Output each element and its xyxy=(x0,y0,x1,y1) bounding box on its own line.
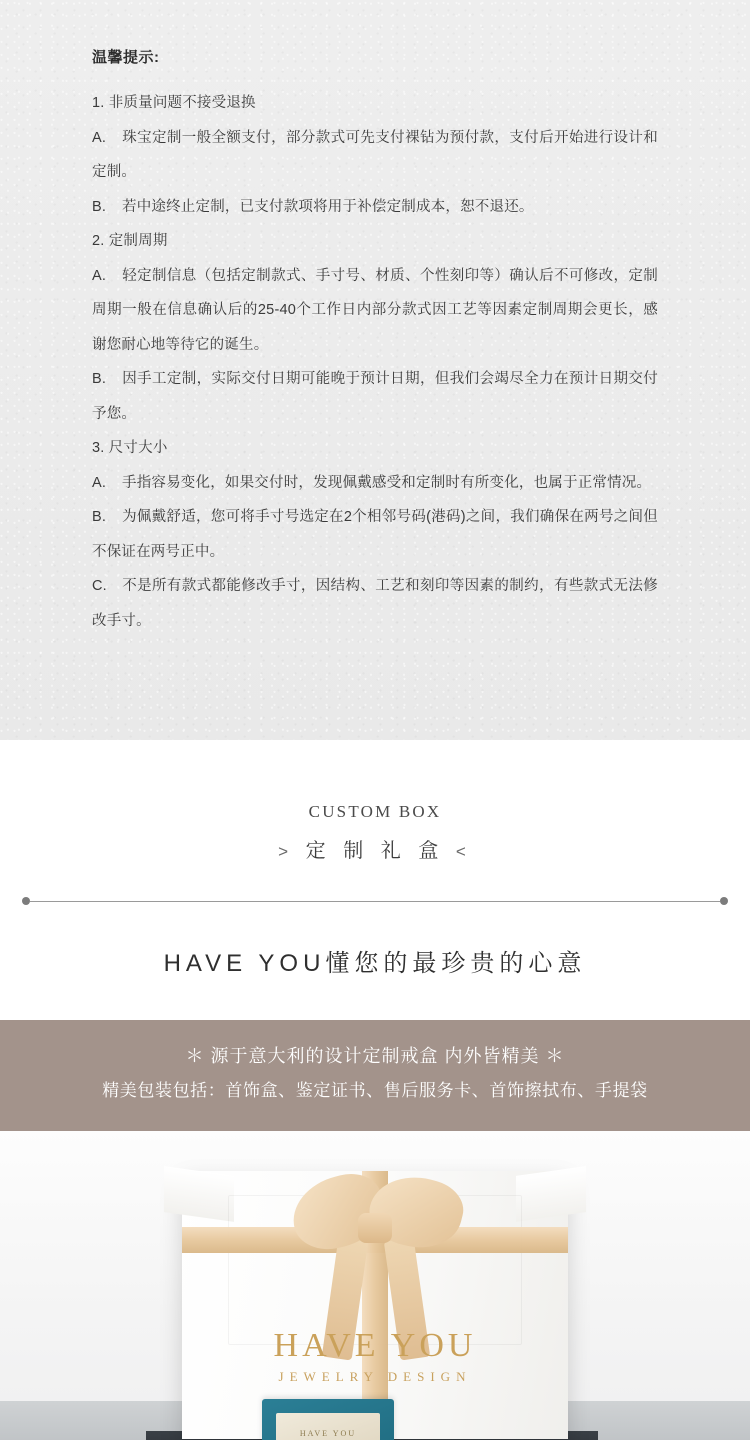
jewelry-box-inner xyxy=(276,1413,380,1440)
arrow-right-icon: < xyxy=(455,842,472,861)
arrow-left-icon: > xyxy=(278,842,295,861)
divider-bar xyxy=(30,901,720,902)
notice-line-text: 轻定制信息（包括定制款式、手寸号、材质、个性刻印等）确认后不可修改，定制周期一般在信息确认后的25-40个工作日内部分款式因工艺等因素定制周期会更长，感谢您耐心地等待它的诞生。 xyxy=(92,267,658,353)
tagline: HAVE YOU懂您的最珍贵的心意 xyxy=(163,950,587,977)
gift-bag-flap-right xyxy=(516,1166,586,1222)
notice-line xyxy=(92,224,658,259)
jewelry-box xyxy=(262,1399,394,1440)
notice-title: 温馨提示: xyxy=(92,49,160,66)
notice-line-text: 手指容易变化，如果交付时，发现佩戴感受和定制时有所变化，也属于正常情况。 xyxy=(122,474,652,491)
custom-box-section xyxy=(0,740,750,863)
notice-line-text: 2. 定制周期 xyxy=(92,233,168,249)
notice-line-text: 若中途终止定制，已支付款项将用于补偿定制成本，恕不退还。 xyxy=(122,198,534,215)
custom-box-cn-label: 定 制 礼 盒 xyxy=(305,840,445,862)
jewelry-box-brand-text: HAVE YOU xyxy=(299,1429,357,1438)
notice-line-label: B. xyxy=(92,371,107,387)
divider-dot-right xyxy=(720,897,728,905)
notice-line xyxy=(92,362,658,431)
notice-line-label: A. xyxy=(92,267,107,284)
divider-dot-left xyxy=(22,897,30,905)
notice-line-label: A. xyxy=(92,129,107,146)
packaging-photo xyxy=(0,1131,750,1440)
divider xyxy=(0,881,750,921)
packaging-banner xyxy=(0,1020,750,1131)
notice-line-text: 3. 尺寸大小 xyxy=(92,440,168,456)
notice-line-label: A. xyxy=(92,474,107,491)
brand-name: HAVE YOU xyxy=(273,1327,477,1364)
notice-line-label: C. xyxy=(92,578,107,594)
custom-box-cn-title xyxy=(0,834,750,863)
notice-line-text: 1. 非质量问题不接受退换 xyxy=(92,95,256,111)
notice-line-text: 不是所有款式都能修改手寸，因结构、工艺和刻印等因素的制约，有些款式无法修改手寸。 xyxy=(92,578,658,629)
banner-line-2: 精美包装包括：首饰盒、鉴定证书、售后服务卡、首饰擦拭布、手提袋 xyxy=(102,1081,648,1100)
notice-line-text: 为佩戴舒适，您可将手寸号选定在2个相邻号码(港码)之间，我们确保在两号之间但不保证在两号正中。 xyxy=(92,509,658,560)
notice-line xyxy=(92,466,658,501)
notice-line xyxy=(92,190,658,225)
banner-line-1: ＊ 源于意大利的设计定制戒盒 内外皆精美 ＊ xyxy=(185,1046,565,1066)
notice-line xyxy=(92,121,658,190)
notice-line-text: 因手工定制，实际交付日期可能晚于预计日期，但我们会竭尽全力在预计日期交付予您。 xyxy=(92,371,658,422)
gift-bag-flap-left xyxy=(164,1166,234,1222)
notice-line xyxy=(92,431,658,466)
ribbon-bow-knot xyxy=(358,1213,392,1243)
notice-line xyxy=(92,86,658,121)
notice-line-text: 珠宝定制一般全额支付，部分款式可先支付裸钻为预付款，支付后开始进行设计和定制。 xyxy=(92,129,658,180)
brand-subtitle: JEWELRY DESIGN xyxy=(278,1369,472,1384)
custom-box-en-title: CUSTOM BOX xyxy=(308,802,442,821)
notice-line xyxy=(92,500,658,569)
notice-line xyxy=(92,259,658,363)
notice-line-label: B. xyxy=(92,198,107,215)
notice-line-label: B. xyxy=(92,509,107,525)
notice-line xyxy=(92,569,658,638)
